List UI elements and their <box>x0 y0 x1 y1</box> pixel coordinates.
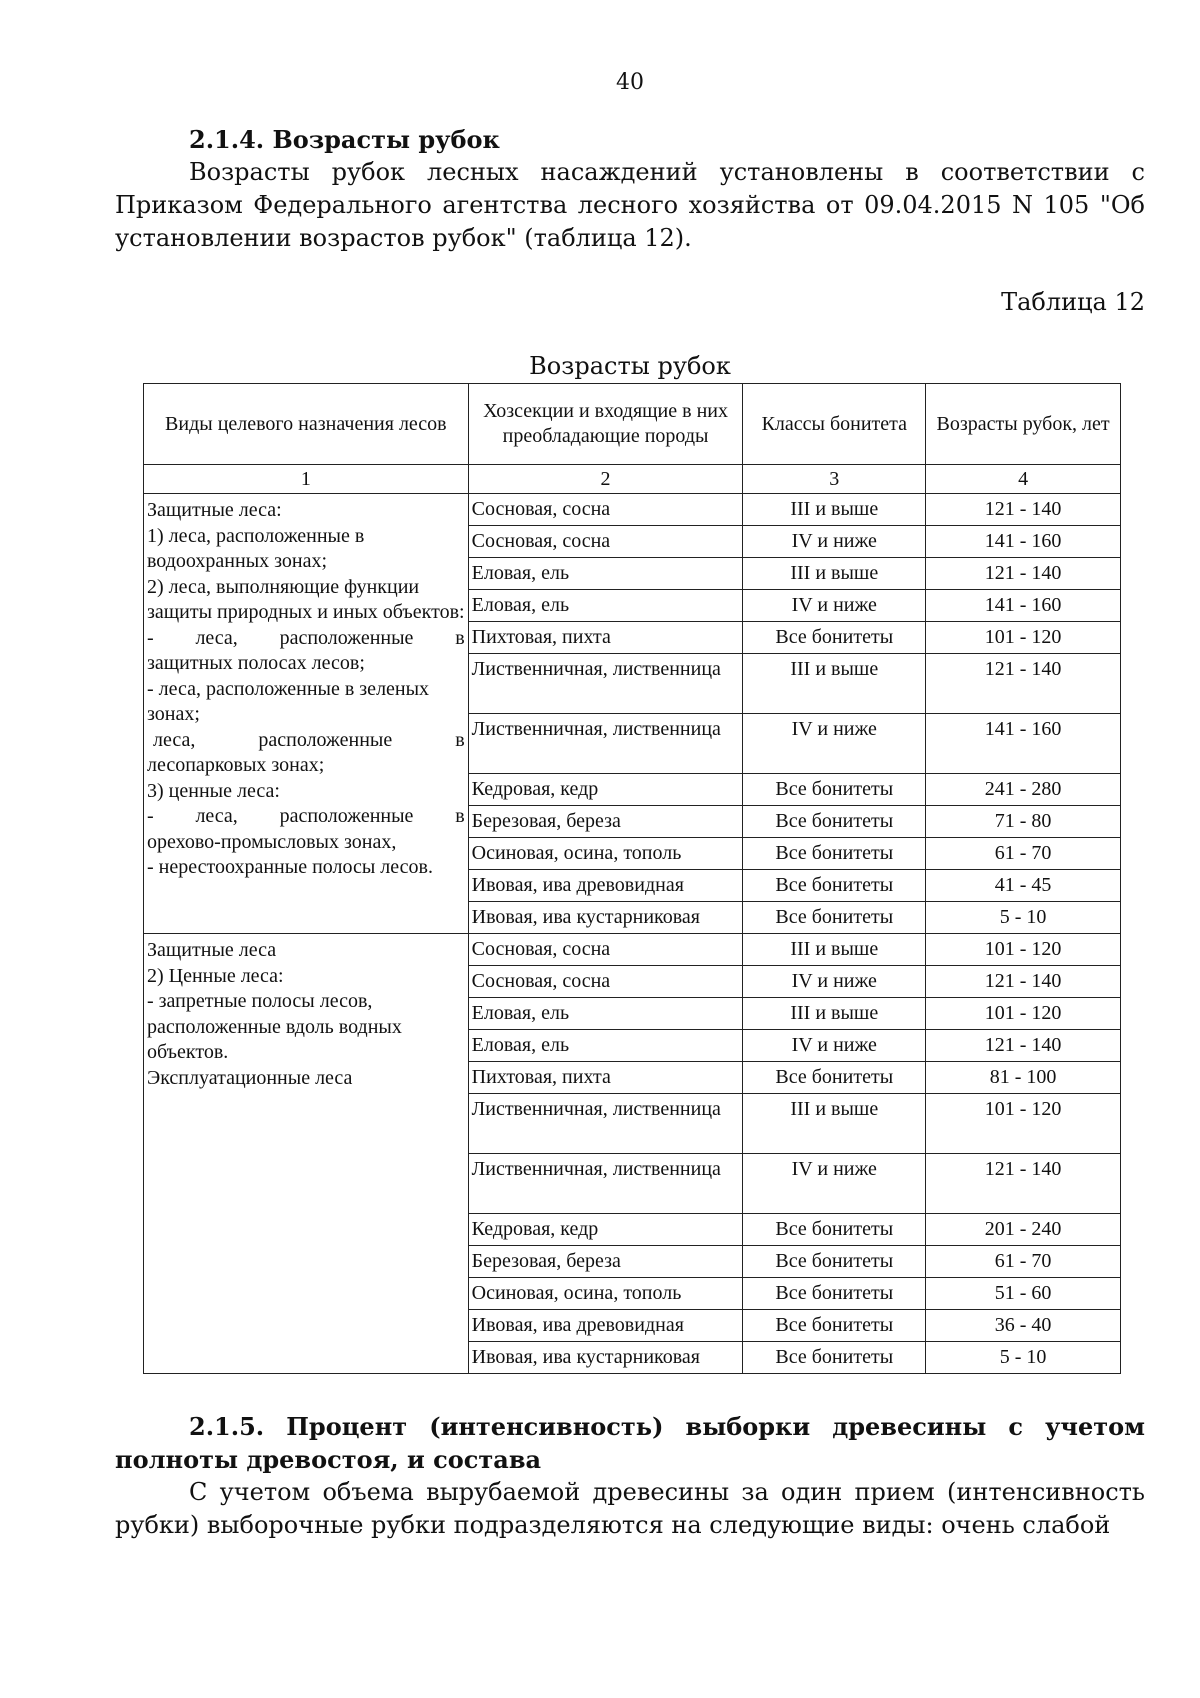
cutting-age-cell: 71 - 80 <box>926 806 1121 838</box>
forest-section-cell: Сосновая, сосна <box>468 934 743 966</box>
cutting-age-cell: 121 - 140 <box>926 558 1121 590</box>
table-header-row <box>144 384 1121 465</box>
forest-section-cell: Еловая, ель <box>468 590 743 622</box>
section-2-1-4 <box>115 123 1145 255</box>
forest-section-cell: Березовая, береза <box>468 1246 743 1278</box>
forest-section-cell: Лиственничная, лиственница <box>468 714 743 774</box>
cutting-age-cell: 81 - 100 <box>926 1062 1121 1094</box>
cutting-age-cell: 51 - 60 <box>926 1278 1121 1310</box>
forest-section-cell: Еловая, ель <box>468 558 743 590</box>
cutting-age-cell: 61 - 70 <box>926 838 1121 870</box>
forest-section-cell: Лиственничная, лиственница <box>468 654 743 714</box>
site-class-cell: Все бонитеты <box>743 1342 926 1374</box>
forest-section-cell: Осиновая, осина, тополь <box>468 1278 743 1310</box>
cutting-age-cell: 241 - 280 <box>926 774 1121 806</box>
forest-section-cell: Лиственничная, лиственница <box>468 1154 743 1214</box>
site-class-cell: IV и ниже <box>743 526 926 558</box>
site-class-cell: Все бонитеты <box>743 1310 926 1342</box>
cutting-age-cell: 36 - 40 <box>926 1310 1121 1342</box>
purpose-item: - нерестоохранные полосы лесов. <box>147 856 433 878</box>
forest-section-cell: Ивовая, ива кустарниковая <box>468 1342 743 1374</box>
column-header: Хозсекции и входящие в них преобладающие породы <box>468 384 743 465</box>
cutting-age-cell: 101 - 120 <box>926 1094 1121 1154</box>
cutting-age-cell: 141 - 160 <box>926 590 1121 622</box>
site-class-cell: Все бонитеты <box>743 1062 926 1094</box>
site-class-cell: Все бонитеты <box>743 622 926 654</box>
cutting-age-cell: 101 - 120 <box>926 934 1121 966</box>
cutting-age-cell: 101 - 120 <box>926 998 1121 1030</box>
purpose-item: защитных полосах лесов; <box>147 652 365 674</box>
column-number-row <box>144 465 1121 494</box>
purpose-item: 3) ценные леса: <box>147 779 280 802</box>
purpose-item: - леса, расположенные в <box>147 805 465 827</box>
forest-section-cell: Сосновая, сосна <box>468 494 743 526</box>
section-heading: 2.1.4. Возрасты рубок <box>189 125 500 154</box>
site-class-cell: Все бонитеты <box>743 838 926 870</box>
table-row <box>144 494 1121 526</box>
cutting-age-cell: 121 - 140 <box>926 966 1121 998</box>
site-class-cell: III и выше <box>743 1094 926 1154</box>
site-class-cell: IV и ниже <box>743 714 926 774</box>
site-class-cell: III и выше <box>743 998 926 1030</box>
site-class-cell: Все бонитеты <box>743 1246 926 1278</box>
site-class-cell: IV и ниже <box>743 1154 926 1214</box>
section-2-1-5 <box>115 1410 1145 1542</box>
site-class-cell: III и выше <box>743 558 926 590</box>
forest-section-cell: Осиновая, осина, тополь <box>468 838 743 870</box>
cutting-age-cell: 141 - 160 <box>926 526 1121 558</box>
forest-section-cell: Кедровая, кедр <box>468 1214 743 1246</box>
forest-section-cell: Сосновая, сосна <box>468 526 743 558</box>
site-class-cell: III и выше <box>743 654 926 714</box>
purpose-cell <box>144 934 469 1374</box>
cutting-age-cell: 121 - 140 <box>926 654 1121 714</box>
section-paragraph: Возрасты рубок лесных насаждений установлены в соответствии с Приказом Федерального агентства лесного хозяйства от 09.04.2015 N 105 "Об установлении возрастов рубок" (таблица 12). <box>115 158 1145 252</box>
forest-section-cell: Пихтовая, пихта <box>468 1062 743 1094</box>
page-number: 40 <box>616 70 644 95</box>
cutting-age-cell: 41 - 45 <box>926 870 1121 902</box>
site-class-cell: III и выше <box>743 934 926 966</box>
cutting-age-cell: 121 - 140 <box>926 494 1121 526</box>
purpose-item: - леса, расположенные в <box>147 626 465 649</box>
table-row <box>144 934 1121 966</box>
forest-section-cell: Ивовая, ива кустарниковая <box>468 902 743 934</box>
table-group-2 <box>144 934 1121 1374</box>
forest-section-cell: Ивовая, ива древовидная <box>468 1310 743 1342</box>
section-heading: 2.1.5. Процент (интенсивность) выборки древесины с учетом полноты древостоя, и состава <box>115 1412 1145 1474</box>
purpose-item: - леса, расположенные в зеленых зонах; <box>147 677 430 725</box>
purpose-cell <box>144 494 469 934</box>
site-class-cell: Все бонитеты <box>743 870 926 902</box>
site-class-cell: III и выше <box>743 494 926 526</box>
column-header: Возрасты рубок, лет <box>926 384 1121 465</box>
column-header: Классы бонитета <box>743 384 926 465</box>
site-class-cell: Все бонитеты <box>743 1214 926 1246</box>
forest-section-cell: Пихтовая, пихта <box>468 622 743 654</box>
site-class-cell: Все бонитеты <box>743 806 926 838</box>
site-class-cell: IV и ниже <box>743 1030 926 1062</box>
cutting-age-cell: 141 - 160 <box>926 714 1121 774</box>
site-class-cell: Все бонитеты <box>743 774 926 806</box>
column-number: 1 <box>144 465 469 494</box>
table-label: Таблица 12 <box>1001 288 1145 316</box>
forest-section-cell: Ивовая, ива древовидная <box>468 870 743 902</box>
site-class-cell: IV и ниже <box>743 590 926 622</box>
column-number: 4 <box>926 465 1121 494</box>
cutting-age-cell: 121 - 140 <box>926 1154 1121 1214</box>
table-group-1 <box>144 494 1121 934</box>
cutting-age-table <box>143 383 1121 1374</box>
forest-section-cell: Еловая, ель <box>468 1030 743 1062</box>
table-title: Возрасты рубок <box>529 352 731 380</box>
forest-section-cell: Сосновая, сосна <box>468 966 743 998</box>
column-header: Виды целевого назначения лесов <box>144 384 469 465</box>
section-paragraph: С учетом объема вырубаемой древесины за один прием (интенсивность рубки) выборочные рубки подразделяются на следующие виды: очень слабой <box>115 1478 1145 1539</box>
forest-section-cell: Лиственничная, лиственница <box>468 1094 743 1154</box>
purpose-item: леса, расположенные в <box>153 728 465 751</box>
site-class-cell: Все бонитеты <box>743 902 926 934</box>
cutting-age-cell: 121 - 140 <box>926 1030 1121 1062</box>
purpose-item: орехово-промысловых зонах, <box>147 830 397 853</box>
purpose-item: лесопарковых зонах; <box>147 754 325 776</box>
purpose-label: Защитные леса 2) Ценные леса: - запретные полосы лесов, расположенные вдоль водных объектов. Эксплуатационные леса <box>147 939 402 1089</box>
cutting-age-cell: 201 - 240 <box>926 1214 1121 1246</box>
site-class-cell: Все бонитеты <box>743 1278 926 1310</box>
forest-section-cell: Кедровая, кедр <box>468 774 743 806</box>
forest-section-cell: Березовая, береза <box>468 806 743 838</box>
purpose-label: Защитные леса: 1) леса, расположенные в водоохранных зонах; 2) леса, выполняющие функции защиты природных и иных объектов: <box>147 499 465 623</box>
cutting-age-cell: 5 - 10 <box>926 1342 1121 1374</box>
column-number: 2 <box>468 465 743 494</box>
cutting-age-cell: 5 - 10 <box>926 902 1121 934</box>
cutting-age-cell: 101 - 120 <box>926 622 1121 654</box>
column-number: 3 <box>743 465 926 494</box>
site-class-cell: IV и ниже <box>743 966 926 998</box>
forest-section-cell: Еловая, ель <box>468 998 743 1030</box>
cutting-age-cell: 61 - 70 <box>926 1246 1121 1278</box>
